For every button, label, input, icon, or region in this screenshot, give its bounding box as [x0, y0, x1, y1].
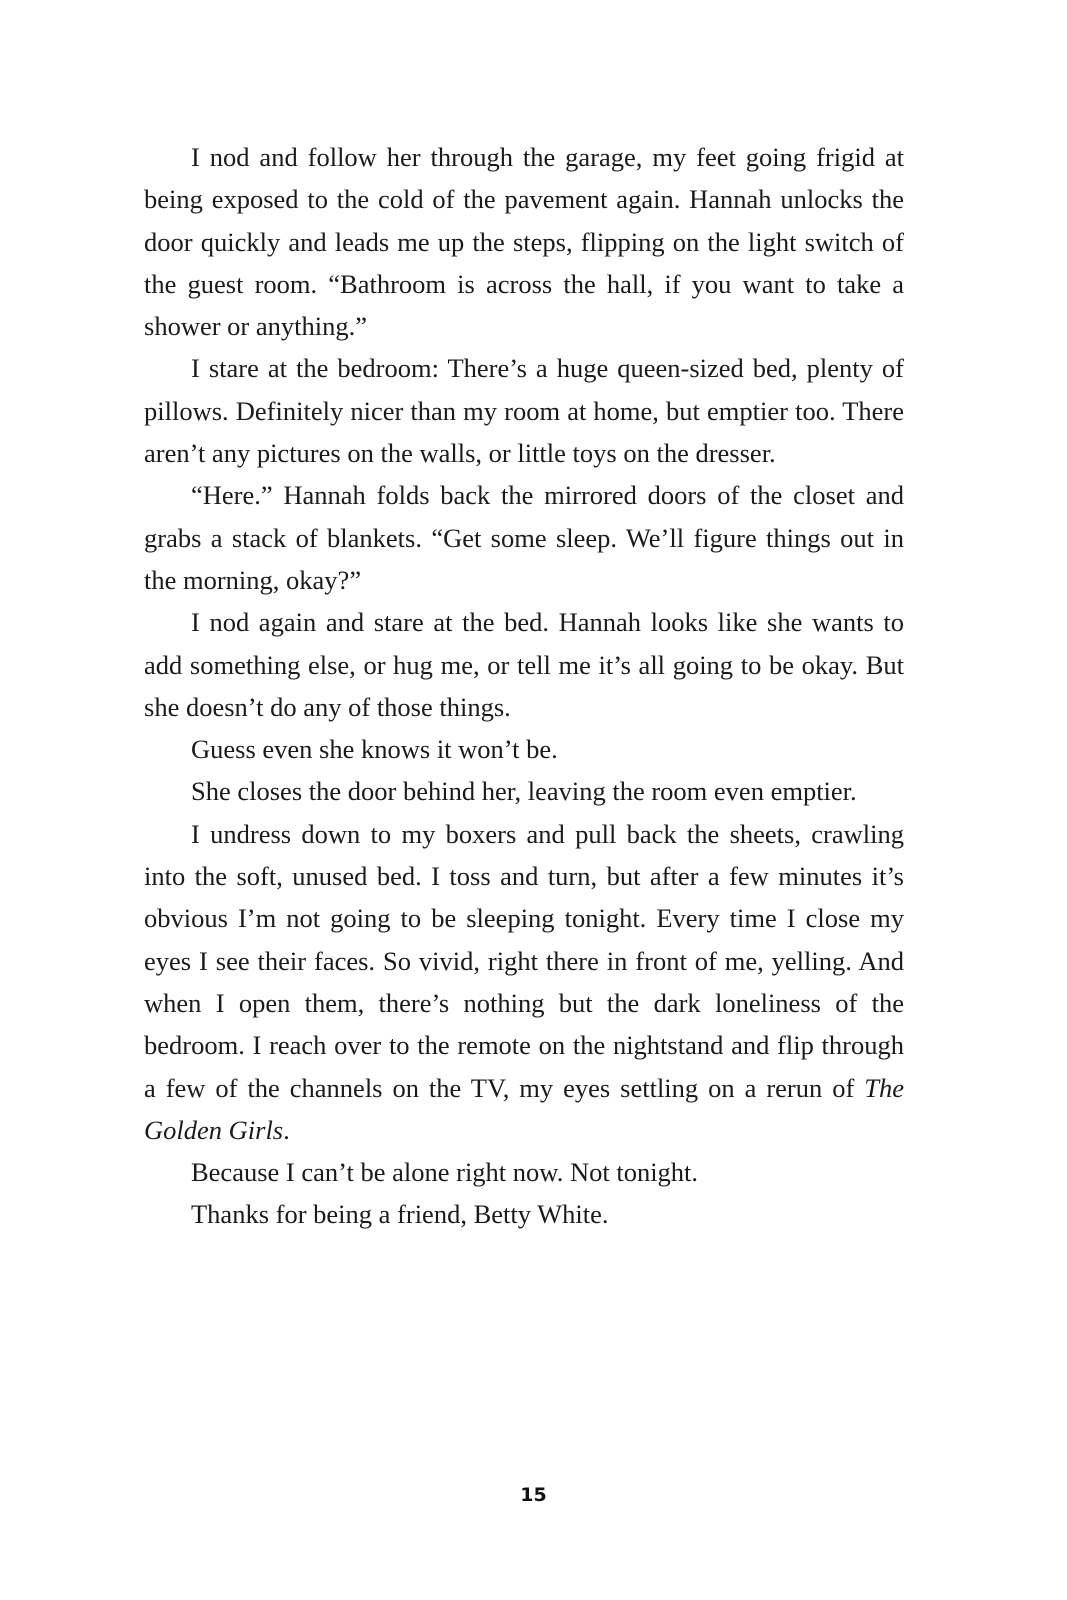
show-title: The Golden Girls	[144, 1072, 904, 1145]
paragraph-7-text: I undress down to my boxers and pull back the sheets, crawling into the soft, unused bed. I toss and turn, but after a few minutes it’s obvious I’m not going to be sleeping tonight. Every time I close my eyes I see their faces. So vivid, right there in front of me, yelling. And when I open them, there’s nothing but the dark loneliness of the bedroom. I reach over to the remote on the nightstand and flip through a few of the channels on the TV, my eyes settling on a rerun of	[144, 818, 904, 1103]
paragraph-5: Guess even she knows it won’t be.	[191, 734, 558, 765]
show-title-period: .	[283, 1114, 290, 1145]
paragraph-2: I stare at the bedroom: There’s a huge queen-sized bed, plenty of pillows. Definitely nicer than my room at home, but emptier too. There aren’t any pictures on the walls, or little toys on the dresser.	[144, 353, 904, 469]
body-text	[144, 136, 904, 1236]
paragraph-7	[144, 813, 904, 1151]
paragraph-3: “Here.” Hannah folds back the mirrored doors of the closet and grabs a stack of blankets. “Get some sleep. We’ll figure things out in the morning, okay?”	[144, 480, 904, 595]
paragraph-4: I nod again and stare at the bed. Hannah looks like she wants to add something else, or hug me, or tell me it’s all going to be okay. But she doesn’t do any of those things.	[144, 607, 904, 722]
paragraph-1: I nod and follow her through the garage, my feet going frigid at being exposed to the cold of the pavement again. Hannah unlocks the door quickly and leads me up the steps, flipping on the light switch of the guest room. “Bathroom is across the hall, if you want to take a shower or anything.”	[144, 142, 904, 342]
page-number: 15	[520, 1484, 547, 1506]
paragraph-9: Thanks for being a friend, Betty White.	[191, 1199, 609, 1230]
paragraph-6: She closes the door behind her, leaving the room even emptier.	[191, 776, 857, 807]
paragraph-8: Because I can’t be alone right now. Not tonight.	[191, 1157, 699, 1188]
